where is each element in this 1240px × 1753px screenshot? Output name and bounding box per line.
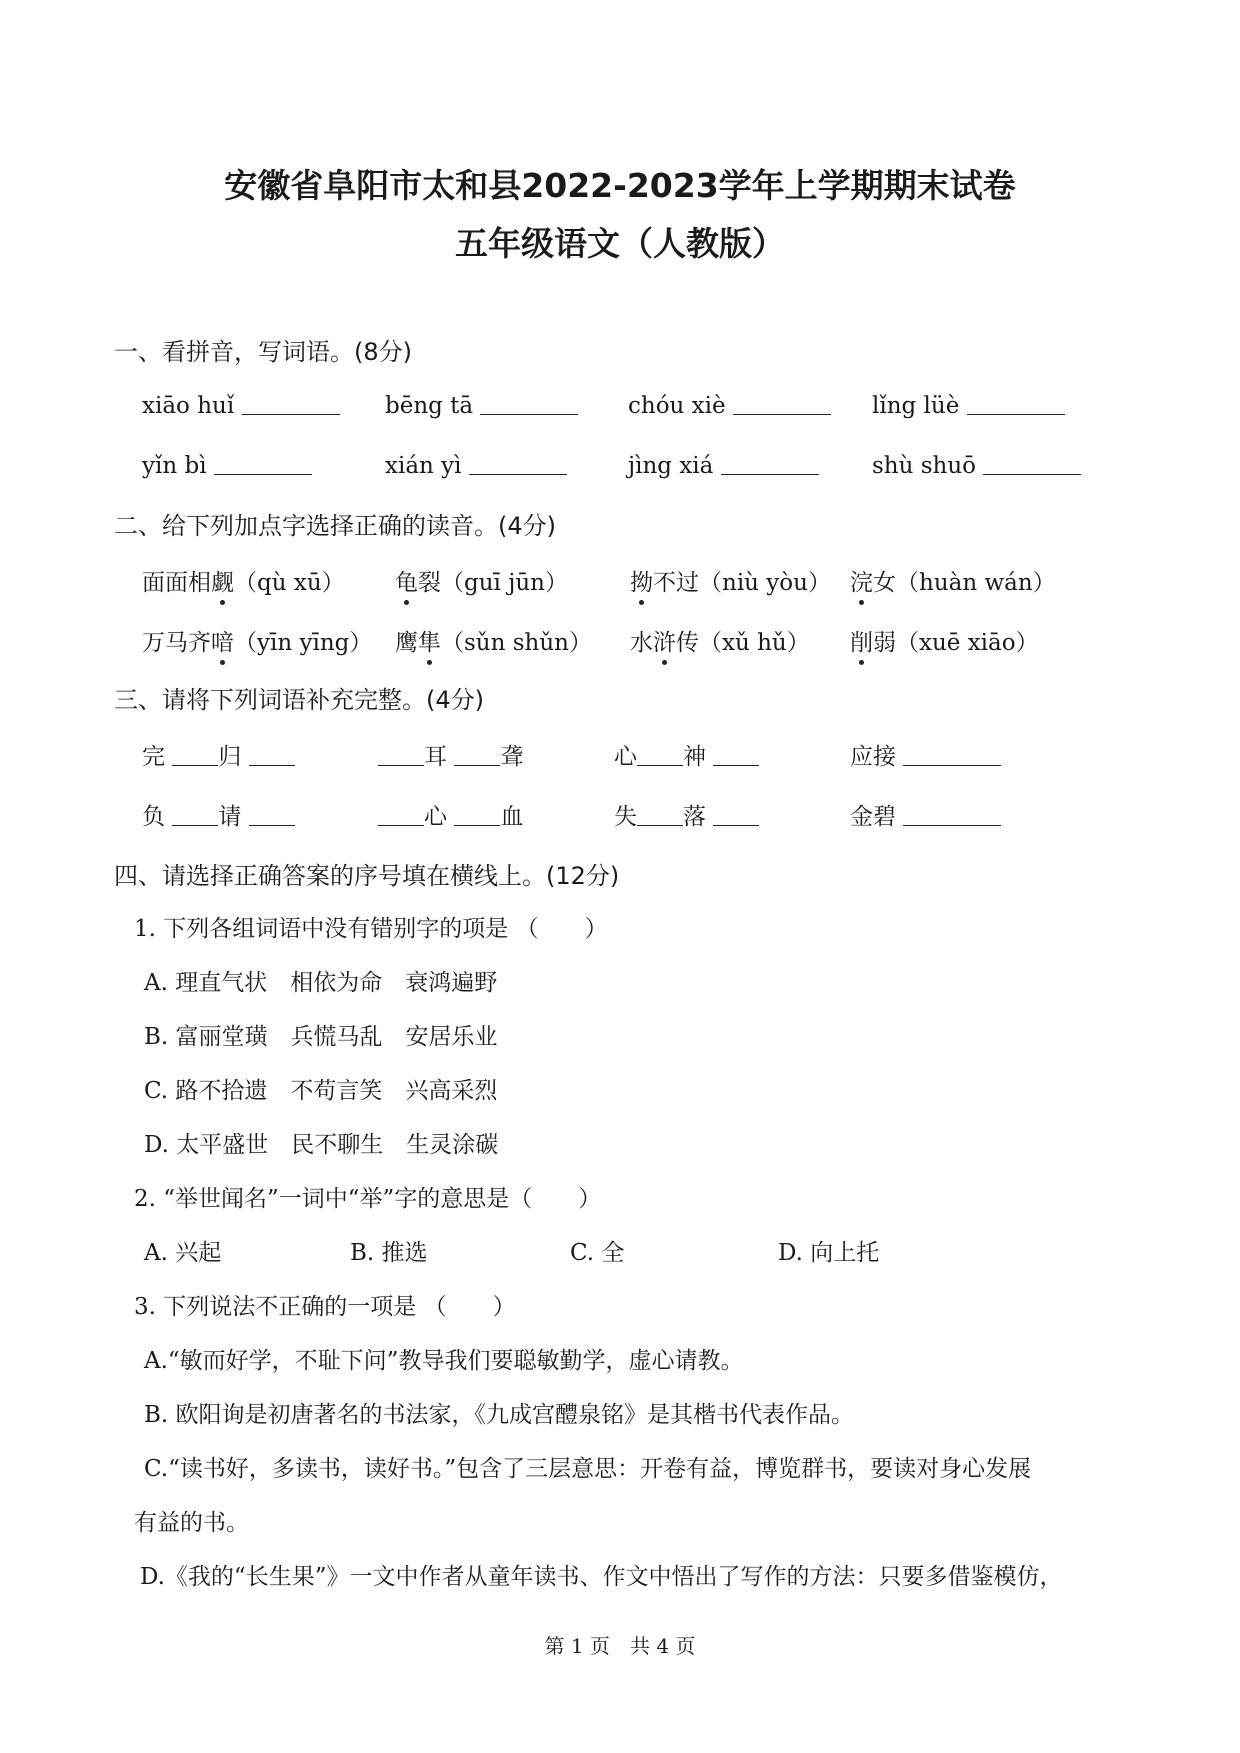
answer-blank[interactable] xyxy=(480,392,578,415)
answer-blank[interactable] xyxy=(172,743,218,766)
reading-item: 水浒传（xǔ hǔ） xyxy=(630,624,810,657)
answer-blank[interactable] xyxy=(214,452,312,475)
question-1-option-a: A. 理直气状 相依为命 衰鸿遍野 xyxy=(144,970,498,996)
answer-blank[interactable] xyxy=(637,743,683,766)
question-2-option-d: D. 向上托 xyxy=(778,1240,880,1266)
answer-blank[interactable] xyxy=(249,743,295,766)
pinyin-item: xián yì xyxy=(385,453,462,479)
section-2-heading: 二、给下列加点字选择正确的读音。(4分) xyxy=(114,512,556,540)
question-3-option-b: B. 欧阳询是初唐著名的书法家，《九成宫醴泉铭》是其楷书代表作品。 xyxy=(144,1402,855,1428)
pinyin-item: bēng tā xyxy=(385,393,474,419)
reading-item: 浣女（huàn wán） xyxy=(850,564,1056,597)
answer-blank[interactable] xyxy=(903,743,1001,766)
pinyin-item: jìng xiá xyxy=(628,453,714,479)
question-3-option-a: A.“敏而好学，不耻下问”教导我们要聪敏勤学，虚心请教。 xyxy=(144,1348,744,1374)
pinyin-choices: （xǔ hǔ） xyxy=(699,630,810,656)
reading-item: 面面相觑（qù xū） xyxy=(142,564,345,597)
pinyin-item: chóu xiè xyxy=(628,393,726,419)
answer-blank[interactable] xyxy=(378,803,424,826)
dotted-char: 觑 xyxy=(211,564,234,597)
answer-blank[interactable] xyxy=(637,803,683,826)
section-1-heading: 一、看拼音，写词语。(8分) xyxy=(114,338,412,366)
pinyin-choices: （niù yòu） xyxy=(699,570,831,596)
question-3-stem: 3. 下列说法不正确的一项是 （ ） xyxy=(134,1294,516,1320)
answer-blank[interactable] xyxy=(967,392,1065,415)
dotted-char: 浒 xyxy=(653,624,676,657)
exam-subtitle: 五年级语文（人教版） xyxy=(455,224,785,263)
answer-blank[interactable] xyxy=(454,803,500,826)
question-2-option-c: C. 全 xyxy=(570,1240,625,1266)
answer-blank[interactable] xyxy=(733,392,831,415)
question-1-option-b: B. 富丽堂璜 兵慌马乱 安居乐业 xyxy=(144,1024,498,1050)
answer-blank[interactable] xyxy=(378,743,424,766)
pinyin-item: xiāo huǐ xyxy=(142,393,235,419)
reading-item: 鹰隼（sǔn shǔn） xyxy=(395,624,592,657)
pinyin-choices: （xuē xiāo） xyxy=(896,630,1039,656)
question-1-option-d: D. 太平盛世 民不聊生 生灵涂碳 xyxy=(144,1132,499,1158)
page-footer: 第 1 页 共 4 页 xyxy=(544,1634,696,1658)
question-1-option-c: C. 路不拾遗 不苟言笑 兴高采烈 xyxy=(144,1078,498,1104)
question-3-option-d: D.《我的“长生果”》一文中作者从童年读书、作文中悟出了写作的方法：只要多借鉴模仿， xyxy=(140,1564,1063,1590)
answer-blank[interactable] xyxy=(172,803,218,826)
question-3-option-c: C.“读书好，多读书，读好书。”包含了三层意思：开卷有益，博览群书，要读对身心发展 xyxy=(144,1456,1032,1482)
answer-blank[interactable] xyxy=(713,803,759,826)
section-4-heading: 四、请选择正确答案的序号填在横线上。(12分) xyxy=(114,862,620,890)
question-2-stem: 2. “举世闻名”一词中“举”字的意思是（ ） xyxy=(134,1186,602,1212)
dotted-char: 喑 xyxy=(211,624,234,657)
question-3-option-c-cont: 有益的书。 xyxy=(134,1510,249,1536)
dotted-char: 削 xyxy=(850,624,873,657)
answer-blank[interactable] xyxy=(469,452,567,475)
pinyin-choices: （huàn wán） xyxy=(896,570,1056,596)
question-2-option-a: A. 兴起 xyxy=(144,1240,222,1266)
reading-item: 削弱（xuē xiāo） xyxy=(850,624,1039,657)
pinyin-choices: （qù xū） xyxy=(234,570,345,596)
dotted-char: 浣 xyxy=(850,564,873,597)
answer-blank[interactable] xyxy=(249,803,295,826)
answer-blank[interactable] xyxy=(983,452,1081,475)
answer-blank[interactable] xyxy=(713,743,759,766)
answer-blank[interactable] xyxy=(242,392,340,415)
section-3-heading: 三、请将下列词语补充完整。(4分) xyxy=(114,686,484,714)
answer-blank[interactable] xyxy=(454,743,500,766)
dotted-char: 拗 xyxy=(630,564,653,597)
dotted-char: 隼 xyxy=(418,624,441,657)
answer-blank[interactable] xyxy=(721,452,819,475)
pinyin-item: yǐn bì xyxy=(142,453,207,479)
exam-title: 安徽省阜阳市太和县2022-2023学年上学期期末试卷 xyxy=(224,166,1016,205)
question-1-stem: 1. 下列各组词语中没有错别字的项是 （ ） xyxy=(134,916,608,942)
question-2-option-b: B. 推选 xyxy=(350,1240,428,1266)
dotted-char: 龟 xyxy=(395,564,418,597)
reading-item: 万马齐喑（yīn yīng） xyxy=(142,624,372,657)
pinyin-choices: （sǔn shǔn） xyxy=(441,630,592,656)
pinyin-item: lǐng lüè xyxy=(872,393,960,419)
pinyin-choices: （guī jūn） xyxy=(441,570,568,596)
answer-blank[interactable] xyxy=(903,803,1001,826)
pinyin-item: shù shuō xyxy=(872,453,977,479)
pinyin-choices: （yīn yīng） xyxy=(234,630,373,656)
reading-item: 龟裂（guī jūn） xyxy=(395,564,568,597)
reading-item: 拗不过（niù yòu） xyxy=(630,564,831,597)
